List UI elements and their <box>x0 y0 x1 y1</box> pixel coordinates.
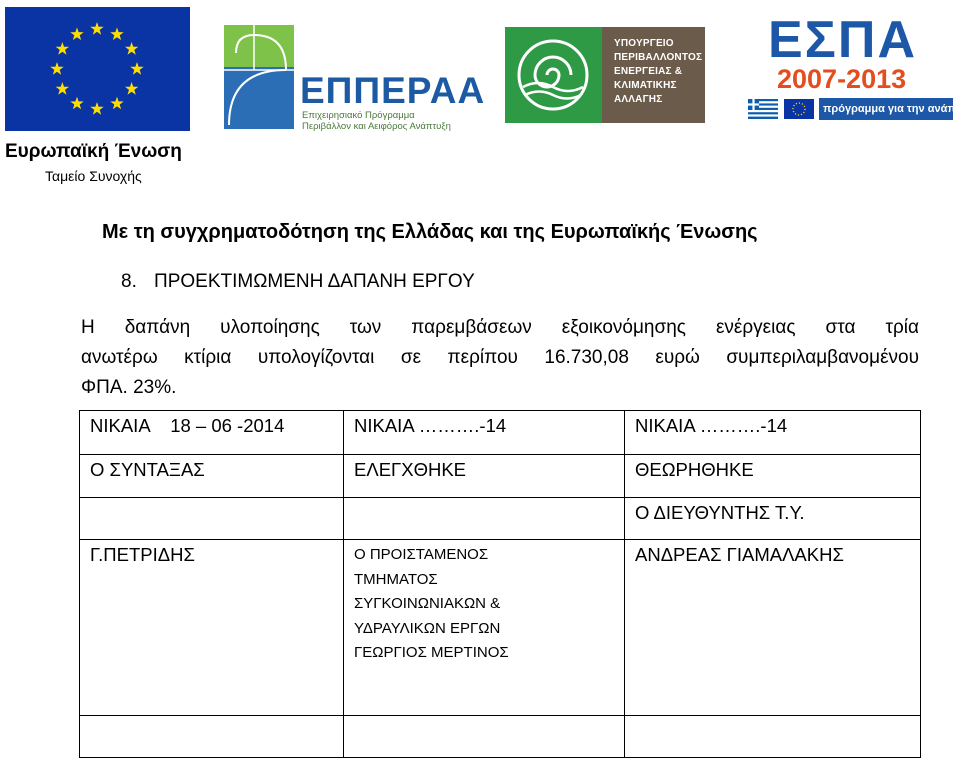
supervisor-line: ΤΜΗΜΑΤΟΣ <box>354 570 438 588</box>
eu-star-icon <box>50 62 63 75</box>
director-name-cell: ΑΝΔΡΕΑΣ ΓΙΑΜΑΛΑΚΗΣ <box>625 540 921 716</box>
spiral-emblem-icon <box>505 27 602 123</box>
section-title: ΠΡΟΕΚΤΙΜΩΜΕΝΗ ΔΑΠΑΝΗ ΕΡΓΟΥ <box>154 271 475 292</box>
table-row <box>80 540 921 716</box>
signatory-name-cell: Γ.ΠΕΤΡΙΔΗΣ <box>80 540 344 716</box>
eu-star-icon <box>125 82 138 95</box>
greek-flag-icon <box>748 99 778 119</box>
ministry-line-4: ΚΛΙΜΑΤΙΚΗΣ <box>614 80 677 91</box>
paragraph-line: ΦΠΑ. 23%. <box>81 377 177 398</box>
golden-spiral-icon <box>224 25 294 129</box>
supervisor-cell <box>344 540 625 716</box>
epperaa-title: ΕΠΠΕΡΑΑ <box>300 70 486 111</box>
epperaa-subtitle-1: Επιχειρησιακό Πρόγραμμα <box>302 110 415 121</box>
date-cell: ΝΙΚΑΙΑ 18 – 06 -2014 <box>80 411 344 455</box>
eu-star-icon <box>70 97 83 110</box>
supervisor-line: ΥΔΡΑΥΛΙΚΩΝ ΕΡΓΩΝ <box>354 619 501 637</box>
role-cell: Ο ΣΥΝΤΑΞΑΣ <box>80 455 344 498</box>
section-number: 8. <box>121 271 137 292</box>
eu-star-icon <box>90 22 103 35</box>
director-title-cell: Ο ΔΙΕΥΘΥΝΤΗΣ Τ.Υ. <box>625 498 921 540</box>
espa-title: ΕΣΠΑ <box>768 11 917 69</box>
cofunding-statement: Με τη συγχρηματοδότηση της Ελλάδας και της Ευρωπαϊκής Ένωσης <box>102 221 758 243</box>
eu-flag-logo <box>5 7 190 131</box>
supervisor-line: ΣΥΓΚΟΙΝΩΝΙΑΚΩΝ & <box>354 595 501 612</box>
paragraph-line: Η δαπάνη υλοποίησης των παρεμβάσεων εξοικονόμησης ενέργειας στα τρία <box>81 317 919 338</box>
eu-star-icon <box>125 42 138 55</box>
role-cell: ΕΛΕΓΧΘΗΚΕ <box>344 455 625 498</box>
espa-tagline-bar <box>819 98 979 120</box>
ministry-line-5: ΑΛΛΑΓΗΣ <box>614 94 663 105</box>
eu-fund-name: Ταμείο Συνοχής <box>45 168 142 184</box>
ministry-line-3: ΕΝΕΡΓΕΙΑΣ & <box>614 66 683 77</box>
eu-star-icon <box>90 102 103 115</box>
eu-star-icon <box>110 97 123 110</box>
empty-cell <box>344 716 625 758</box>
ministry-line-1: ΥΠΟΥΡΓΕΙΟ <box>614 38 674 49</box>
empty-cell <box>80 498 344 540</box>
date-cell: ΝΙΚΑΙΑ ……….-14 <box>344 411 625 455</box>
epperaa-subtitle-2: Περιβάλλον και Αειφόρος Ανάπτυξη <box>302 121 451 132</box>
espa-tagline: πρόγραμμα για την ανάπτυξη <box>823 103 979 115</box>
role-cell: ΘΕΩΡΗΘΗΚΕ <box>625 455 921 498</box>
eu-star-icon <box>110 27 123 40</box>
empty-cell <box>344 498 625 540</box>
empty-cell <box>80 716 344 758</box>
eu-flag-icon <box>5 7 190 131</box>
signature-table <box>79 410 921 758</box>
ministry-line-2: ΠΕΡΙΒΑΛΛΟΝΤΟΣ <box>614 52 703 63</box>
eu-name: Ευρωπαϊκή Ένωση <box>5 141 182 162</box>
section-heading <box>121 271 475 293</box>
table-row <box>80 455 921 498</box>
eu-star-icon <box>56 82 69 95</box>
supervisor-line: Ο ΠΡΟΙΣΤΑΜΕΝΟΣ <box>354 546 489 563</box>
date-cell: ΝΙΚΑΙΑ ……….-14 <box>625 411 921 455</box>
espa-years: 2007-2013 <box>777 64 907 94</box>
eu-star-icon <box>130 62 143 75</box>
eu-mini-flag-icon <box>784 99 814 119</box>
table-row <box>80 498 921 540</box>
eu-star-icon <box>70 27 83 40</box>
table-row <box>80 716 921 758</box>
cost-paragraph <box>81 313 919 403</box>
paragraph-line: ανωτέρω κτίρια υπολογίζονται σε περίπου 16.730,08 ευρώ συμπεριλαμβανομένου <box>81 347 919 368</box>
empty-cell <box>625 716 921 758</box>
supervisor-line: ΓΕΩΡΓΙΟΣ ΜΕΡΤΙΝΟΣ <box>354 644 509 661</box>
table-row <box>80 411 921 455</box>
eu-star-icon <box>56 42 69 55</box>
